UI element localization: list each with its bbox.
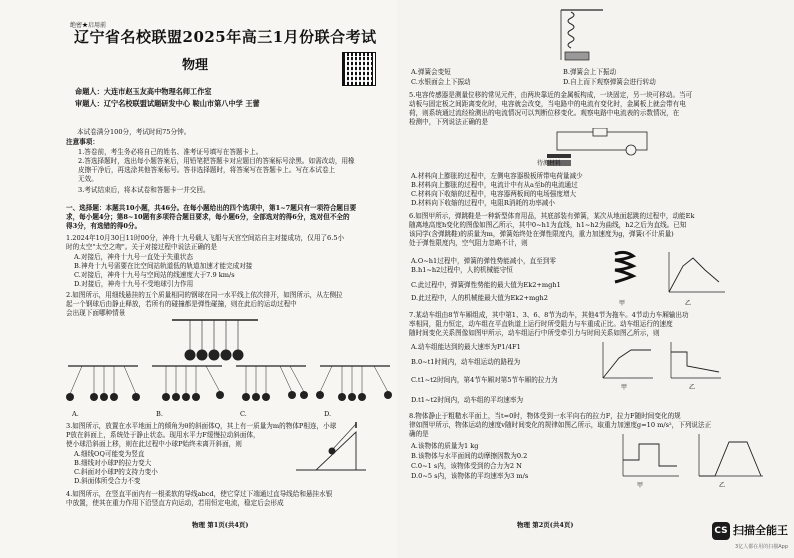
authors-line-1: 命题人：大连市赵玉友高中物理名师工作室	[75, 87, 212, 96]
question-4-option: B.弹簧会上下振动	[563, 68, 617, 76]
question-5-option: D.材料向下收缩的过程中，电阻R消耗的功率减小	[411, 199, 555, 207]
question-8-option: A.该物体的质量为1 kg	[411, 442, 479, 450]
section-heading: 一、选择题：本题共10小题，共46分。在每小题给出的四个选项中，第1~7题只有一项符合题目要	[66, 204, 357, 212]
option-label: C.	[240, 410, 247, 418]
question-7-line: 率相同，阻力恒定，动车组在平直轨道上运行时所受阻力与车重成正比。动车组运行的速度	[409, 320, 673, 328]
question-2-line: 会出现下面哪种情景	[66, 309, 126, 317]
section-heading: 得3分，有选错的得0分。	[66, 222, 142, 230]
question-6-option: B.h1~h2过程中，人的机械能守恒	[411, 266, 513, 274]
section-heading: 求，每小题4分；第8~10题有多项符合题目要求，每小题6分，全部选对的得6分，选对但不全的	[66, 213, 350, 221]
question-5-option: C.材料向下收缩的过程中，电容器两板间的电场强度增大	[411, 190, 577, 198]
qr-code	[342, 52, 376, 86]
question-5-option: A.材料向上膨胀的过程中，左侧电容器极板所带电荷量减少	[411, 172, 583, 180]
question-6-line: 该同学(含弹跳鞋)的质量为m，弹簧始终处在弹性限度内，重力加速度为g，弹簧(不计质量)	[409, 230, 674, 238]
figure-caption: 乙	[689, 384, 696, 391]
question-6-option: D.此过程中，人的机械能最大值为Ek2+mgh2	[411, 294, 548, 302]
question-1-option: C.对接后，神舟十九号与空间站的线速度大于7.9 km/s	[74, 271, 235, 279]
scanner-app-name: 扫描全能王	[733, 524, 788, 537]
option-label: D.	[324, 410, 332, 418]
question-4-line: 4.如图所示，在竖直平面内有一根柔软的导线abcd，使它穿过下端通过直导线给和悬挂水银	[66, 490, 333, 498]
question-4-option: C.水银面会上下振动	[411, 78, 471, 86]
question-5-option: B.材料向上膨胀的过程中，电流计中有从a至b的电流通过	[411, 181, 578, 189]
question-3-line: P放在斜面上，系统处于静止状态。现用水平力F缓慢拉动斜面体，	[66, 431, 260, 439]
question-7-line: 随时间变化关系图像如图甲所示，动车组运行中所受牵引力与时间关系如图乙所示，则	[409, 329, 660, 337]
question-8-line: 律如图甲所示，物体运动的速度v随时间变化的规律如图乙所示，取重力加速度g=10 m/s²，下列说法正	[409, 421, 712, 429]
question-3-option: D.斜面体所受合力不变	[74, 477, 141, 485]
page-footer: 物理 第1页(共4页)	[192, 521, 249, 529]
exam-page-2	[397, 0, 794, 558]
question-1-option: B.神舟十九号需要在比空间站轨道低的轨道加速才能完成对接	[74, 262, 253, 270]
question-1-line: 1.2024年10月30日11时00分，神舟十九号载人飞船与天宫空间站自主对接成功，仅用了6.5小	[66, 234, 345, 242]
question-4-option: D.自上而下观察弹簧会进行转动	[563, 78, 656, 86]
spring-shoe-figure	[607, 248, 727, 300]
question-2-line: 起一个钢球后由静止释放，若所有的碰撞都是弹性碰撞，则在此后的运动过程中	[66, 300, 297, 308]
question-5-line: 荷，则系统通过流经检测出的电流情况可以判断位移变化。观察电路中电流表的示数情况，在	[409, 109, 680, 117]
question-7-option: B.0~t1时间内，动车组运动的路程为	[411, 358, 521, 366]
option-label: B.	[156, 410, 163, 418]
question-5-line: 动板与固定板之间距离变化时，电容就会改变，当电路中的电流有变化时，金属板上就会带有电	[409, 100, 686, 108]
notice-line: 2.答选择题时，选出每小题答案后，用铅笔把答题卡对应题目的答案标号涂黑。如需改动，用橡	[78, 157, 355, 165]
question-3-option: B.细线对小球P的拉力变大	[74, 459, 152, 467]
question-6-line: 6.如图甲所示，弹跳鞋是一种新型体育用品，其底部装有弹簧，某次从地面起跳的过程中，动能Ek	[409, 212, 695, 220]
notice-line: 无效。	[78, 175, 98, 183]
subject-title: 物理	[182, 58, 209, 73]
question-8-line: 8.物体静止于粗糙水平面上，当t=0时，物体受到一水平向右的拉力F，拉力F随时间变化的规	[409, 412, 681, 420]
question-3-line: 3.如图所示，放置在水平地面上的倾角为θ的斜面体Q，其上有一质量为m的物体P相连，小球	[66, 422, 337, 430]
motion-graphs-figure	[597, 338, 727, 384]
notice-heading: 注意事项：	[66, 138, 99, 146]
scanner-app-tagline: 3亿人都在用的扫描App	[735, 544, 788, 550]
exam-meta: 本试卷满分100分，考试时间75分钟。	[77, 128, 191, 136]
figure-caption: 甲	[637, 482, 644, 489]
force-velocity-graphs-figure	[617, 430, 767, 482]
scanner-app-logo-icon: CS	[712, 522, 730, 540]
capacitor-circuit-figure	[547, 128, 657, 168]
exam-title: 辽宁省名校联盟2025年高三1月份联合考试	[74, 28, 377, 46]
question-8-option: C.0~1 s内，该物体受到的合力为2 N	[411, 462, 522, 470]
question-3-option: C.斜面对小球P的支持力变小	[74, 468, 158, 476]
question-7-option: A.动车组能达到的最大速率为P1/4F1	[411, 343, 521, 351]
figure-caption: 乙	[685, 300, 692, 307]
page-footer: 物理 第2页(共4页)	[517, 521, 574, 529]
question-1-option: D.对接后，神舟十九号不受地球引力作用	[74, 280, 194, 288]
question-7-option: D.t1~t2时间内，动车组的平均速率为	[411, 396, 524, 404]
question-3-option: A.细线OQ可能变为竖直	[74, 450, 145, 458]
question-2-line: 2.如图所示，用细线悬挂的五个质量相同的钢球在同一水平线上依次排开，如图所示，从左侧拉	[66, 291, 343, 299]
question-5-line: 检测中，下列说法正确的是	[409, 118, 489, 126]
question-3-line: 使小球沿斜面上移，则在此过程中小球P始终未离开斜面，则	[66, 440, 242, 448]
question-6-option: C.此过程中，弹簧弹性势能的最大值为Ek2+mgh1	[411, 281, 561, 289]
option-label: A.	[72, 410, 79, 418]
figure-label: 待测材料	[537, 160, 562, 167]
question-6-option: A.O~h1过程中，弹簧的弹性势能减小，直至到零	[411, 257, 556, 265]
secret-tag: 绝密★启用前	[70, 22, 107, 29]
authors-line-2: 审题人：辽宁名校联盟试题研发中心 鞍山市第八中学 王蕾	[75, 99, 260, 108]
newtons-cradle-figure	[170, 318, 260, 362]
question-1-line: 时的太空"太空之吻"。关于对接过程中说法正确的是	[66, 243, 218, 251]
question-4-option: A.弹簧会变短	[411, 68, 451, 76]
spring-figure	[557, 8, 607, 64]
question-8-line: 确的是	[409, 430, 429, 438]
question-8-option: B.该物体与水平面间的动摩擦因数为0.2	[411, 452, 528, 460]
figure-caption: 乙	[719, 482, 726, 489]
question-6-line: 随离地高度h变化的图像如图乙所示，其中0~h1为直线，h1~h2为曲线，h2之后为直线。已知	[409, 221, 687, 229]
question-6-line: 处于弹性限度内，空气阻力忽略不计，则	[409, 239, 528, 247]
notice-line: 1.答卷前，考生务必将自己的姓名、准考证号填写在答题卡上。	[78, 148, 263, 156]
question-7-line: 7.某动车组由8节车厢组成，其中第1、3、6、8节为动车，其他4节为拖车。4节动力车厢输出功	[409, 311, 689, 319]
question-1-option: A.对接后，神舟十九号一直处于失重状态	[74, 253, 193, 261]
question-8-option: D.0~5 s内，该物体的平均速率为3 m/s	[411, 472, 529, 480]
question-4-line: 中放置，使其在重力作用下沿竖直方向运动，若用恒定电流，稳定后会形成	[66, 499, 284, 507]
figure-caption: 甲	[621, 384, 628, 391]
figure-caption: 甲	[619, 300, 626, 307]
question-2-options-figure	[64, 364, 394, 408]
notice-line: 3.考试结束后，将本试卷和答题卡一并交回。	[78, 186, 210, 194]
notice-line: 皮擦干净后，再选涂其他答案标号。答非选择题时，将答案写在答题卡上。写在本试卷上	[78, 166, 336, 174]
question-7-option: C.t1~t2时间内，第4节车厢对第5节车厢的拉力为	[411, 376, 558, 384]
incline-figure	[296, 420, 366, 474]
question-5-line: 5.电容传感器是测量位移的常见元件，由两块靠近的金属板构成，一块固定，另一块可移动。当可	[409, 91, 693, 99]
